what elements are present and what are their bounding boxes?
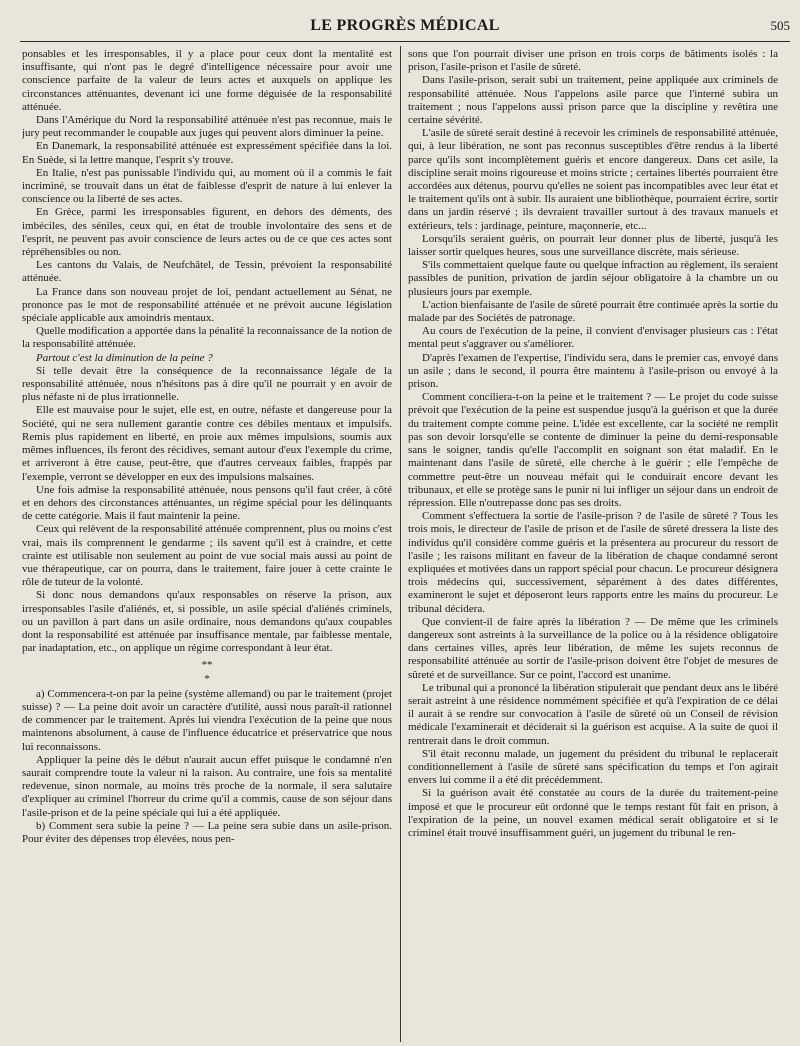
- paragraph: Comment conciliera-t-on la peine et le traitement ? — Le projet du code suisse prévoit que l'exécution de la peine est suspendue jusqu'à la guérison et que la durée du traitement compte comme peine. L'idée est excellente, car la société ne remplit pas son devoir lorsqu'elle se contente de diminuer la peine du demi-responsable sans le soigner, tandis qu'elle l'accomplit en soignant son état maladif. En le maintenant dans l'asile de sûreté, elle cherche à le guérir ; elle l'empêche de commettre peut-être un nouveau méfait qui le conduirait encore devant les tribunaux, et elle se protège sans le punir ni lui infliger un séjour dans un endroit de répression. Elle n'outrepasse donc pas ses droits.: [408, 391, 778, 509]
- paragraph: La France dans son nouveau projet de loi, pendant actuellement au Sénat, ne prononce pas le mot de responsabilité atténuée et ne prévoit aucune législation spéciale applicable aux amoindris mentaux.: [22, 285, 392, 325]
- paragraph: Si la guérison avait été constatée au cours de la durée du traitement-peine imposé et que le procureur eût ordonné que le temps restant fût fait en prison, à l'expiration de la peine, un nouvel examen médical serait obligatoire et si le criminel était trouvé insuffisamment guéri, un jugement du tribunal le ren-: [408, 787, 778, 839]
- paragraph: Appliquer la peine dès le début n'aurait aucun effet puisque le condamné n'en saurait comprendre toute la valeur ni la raison. Au contraire, une fois sa mentalité redevenue, sinon normale, au moins très proche de la normale, il sera salutaire d'expliquer au criminel l'horreur du crime qu'il a commis, cause de son séjour dans l'asile-prison et de la peine spéciale qui lui a été appliquée.: [22, 753, 392, 819]
- paragraph: Dans l'asile-prison, serait subi un traitement, peine appliquée aux criminels de responsabilité atténuée. Nous l'appelons asile parce que l'interné subira un traitement ; nous l'appelons aussi prison parce que la discipline y revêtira une certaine sévérité.: [408, 74, 778, 127]
- section-asterism: ** *: [201, 659, 213, 685]
- paragraph: S'ils commettaient quelque faute ou quelque infraction au règlement, ils seraient passibles de punition, privation de jardin séjour obligatoire à la chambre un ou plusieurs jours par exemple.: [408, 259, 778, 298]
- paragraph: Dans l'Amérique du Nord la responsabilité atténuée n'est pas reconnue, mais le jury peut recommander le coupable aux juges qui peuvent alors diminuer la peine.: [22, 114, 392, 140]
- paragraph: Au cours de l'exécution de la peine, il convient d'envisager plusieurs cas : l'état mental peut s'aggraver ou s'améliorer.: [408, 325, 778, 351]
- paragraph: b) Comment sera subie la peine ? — La peine sera subie dans un asile-prison. Pour éviter des dépenses trop élevées, nous pen-: [22, 819, 392, 845]
- paragraph: Le tribunal qui a prononcé la libération stipulerait que pendant deux ans le libéré serait astreint à une résidence nommément spécifiée et qu'à l'expiration de ce délai il aurait à se rendre sur convocation à l'asile de sûreté où un Conseil de révision médicale l'examinerait et déciderait si la guérison est acquise. A la suite de quoi il rentrerait dans le droit commun.: [408, 681, 778, 747]
- paragraph: Lorsqu'ils seraient guéris, on pourrait leur donner plus de liberté, jusqu'à les laisser sortir quelques heures, sous une surveillance discrète, mais sérieuse.: [408, 232, 778, 259]
- page-number: 505: [770, 18, 790, 33]
- left-column: [22, 48, 392, 1040]
- paragraph: En Italie, n'est pas punissable l'individu qui, au moment où il a commis le fait incriminé, se trouvait dans un état de faiblesse d'esprit de nature à lui enlever la conscience ou la liberté de ses actes.: [22, 166, 392, 206]
- paragraph: Ceux qui relèvent de la responsabilité atténuée comprennent, plus ou moins c'est vrai, mais ils comprennent le gendarme ; ils savent qu'il est à craindre, et cette crainte est utilisable non seulement au point de vue social mais aussi au point de vue thérapeutique, car on pourra, dans le traitement, faire jouer à cette crainte le rôle de tuteur de la volonté.: [22, 523, 392, 589]
- paragraph: Que convient-il de faire après la libération ? — De même que les criminels dangereux sont astreints à la surveillance de la police ou à la résidence obligatoire dans certaines villes, après leur libération, de même les sujets reconnus de responsabilité atténuée au sortir de l'asile-prison doivent être l'objet de mesures de sûreté et de surveillance. Sur ce point, l'accord est unanime.: [408, 615, 778, 681]
- paragraph: Elle est mauvaise pour le sujet, elle est, en outre, néfaste et dangereuse pour la Société, qui ne sera nullement garantie contre ces débiles mentaux et impulsifs. Remis plus rapidement en liberté, en proie aux mêmes impulsions, soumis aux mêmes influences, ils feront des récidives, semant autour d'eux l'exemple du crime, et arriveront à être cause, peut-être, que d'autres cerveaux faibles, frappés par l'exemple, verront se développer en eux des impulsions malsaines.: [22, 404, 392, 483]
- paragraph: L'asile de sûreté serait destiné à recevoir les criminels de responsabilité atténuée, qui, à leur libération, ne sont pas reconnus susceptibles d'être rendus à la liberté parce qu'ils sont incomplètement guéris et encore dangereux. Dans cet asile, la discipline serait moins rigoureuse et moins stricte ; certaines libertés pourraient être accordées aux détenus, pourvu qu'elles ne soient pas incompatibles avec leur état et le traitement qu'ils ont à subir. Ils auraient une bibliothèque, pourraient écrire, sortir dans un jardin réservé ; ils devraient travailler surtout à des travaux manuels et extérieurs, tels : jardinage, peinture, maçonnerie, etc...: [408, 127, 778, 232]
- header-rule: [20, 41, 790, 42]
- paragraph: L'action bienfaisante de l'asile de sûreté pourrait être continuée après la sortie du malade par des Sociétés de patronage.: [408, 298, 778, 325]
- column-divider: [400, 46, 401, 1042]
- paragraph: sons que l'on pourrait diviser une prison en trois corps de bâtiments isolés : la prison, l'asile-prison et l'asile de sûreté.: [408, 48, 778, 74]
- paragraph: Si donc nous demandons qu'aux responsables on réserve la prison, aux irresponsables l'asile d'aliénés, et, si possible, un asile spécial d'aliénés criminels, ou un pavillon à part dans un asile ordinaire, nous demandons qu'aux coupables dont la responsabilité est atténuée par insuffisance mentale, par faiblesse mentale, par inadaptation, etc., on applique un régime correspondant à leur état.: [22, 589, 392, 655]
- paragraph: ponsables et les irresponsables, il y a place pour ceux dont la mentalité est insuffisante, qui n'ont pas le degré d'intelligence nécessaire pour avoir une conscience parfaite de la valeur de leurs actes et auxquels on applique les circonstances atténuantes, devenant ici une forme déguisée de la responsabilité atténuée.: [22, 48, 392, 113]
- paragraph: En Grèce, parmi les irresponsables figurent, en dehors des déments, des imbéciles, des séniles, ceux qui, en état de trouble involontaire des sens et de l'esprit, ne peuvent pas avoir conscience de leurs actes ou de ce que ces actes sont répréhensibles ou non.: [22, 206, 392, 259]
- paragraph: En Danemark, la responsabilité atténuée est expressément spécifiée dans la loi. En Suède, si la lettre manque, l'esprit s'y trouve.: [22, 140, 392, 166]
- paragraph: S'il était reconnu malade, un jugement du président du tribunal le replacerait conditionnellement à l'asile de sûreté sans spécification du temps et l'on agirait envers lui comme il a été dit précédemment.: [408, 747, 778, 787]
- paragraph: Les cantons du Valais, de Neufchâtel, de Tessin, prévoient la responsabilité atténuée.: [22, 259, 392, 285]
- running-header: [20, 14, 790, 44]
- paragraph: Une fois admise la responsabilité atténuée, nous pensons qu'il faut créer, à côté et en dehors des circonstances atténuantes, un régime spécial pour les délinquants de cette catégorie. Mais il faut maintenir la peine.: [22, 483, 392, 523]
- journal-title: LE PROGRÈS MÉDICAL: [310, 17, 500, 34]
- paragraph: Si telle devait être la conséquence de la reconnaissance légale de la responsabilité atténuée, nous n'hésitons pas à dire qu'il ne pourrait y en avoir de plus néfaste ni de plus irrationnelle.: [22, 364, 392, 404]
- paragraph: D'après l'examen de l'expertise, l'individu sera, dans le premier cas, envoyé dans un asile ; dans le second, il pourra être maintenu à l'asile-prison ou envoyé à la prison.: [408, 351, 778, 391]
- right-column: [408, 48, 778, 1040]
- paragraph: Quelle modification a apportée dans la pénalité la reconnaissance de la notion de la responsabilité atténuée.: [22, 325, 392, 351]
- paragraph-italic-question: Partout c'est la diminution de la peine ?: [36, 351, 213, 364]
- paragraph: a) Commencera-t-on par la peine (système allemand) ou par le traitement (projet suisse) ? — La peine doit avoir un caractère d'utilité, aussi nous paraît-il rationnel de commencer par le traitement. Après lui viendra l'exécution de la peine que nous maintenons absolument, à cause de l'influence éducatrice et préservatrice que nous lui reconnaissons.: [22, 687, 392, 753]
- paragraph: Comment s'effectuera la sortie de l'asile-prison ? de l'asile de sûreté ? Tous les trois mois, le directeur de l'asile de prison et de l'asile de sûreté dressera la liste des individus qu'il considère comme guéris et la présentera au procureur du ressort de l'asile ; les raisons militant en faveur de la libération de chaque condamné seront expliquées et motivées dans un rapport spécial pour chacun. Le procureur désignera trois médecins qui, successivement, séparément à des dates différentes, examineront le sujet et déposeront leurs rapports entre les mains du procureur. Le tribunal décidera.: [408, 510, 778, 615]
